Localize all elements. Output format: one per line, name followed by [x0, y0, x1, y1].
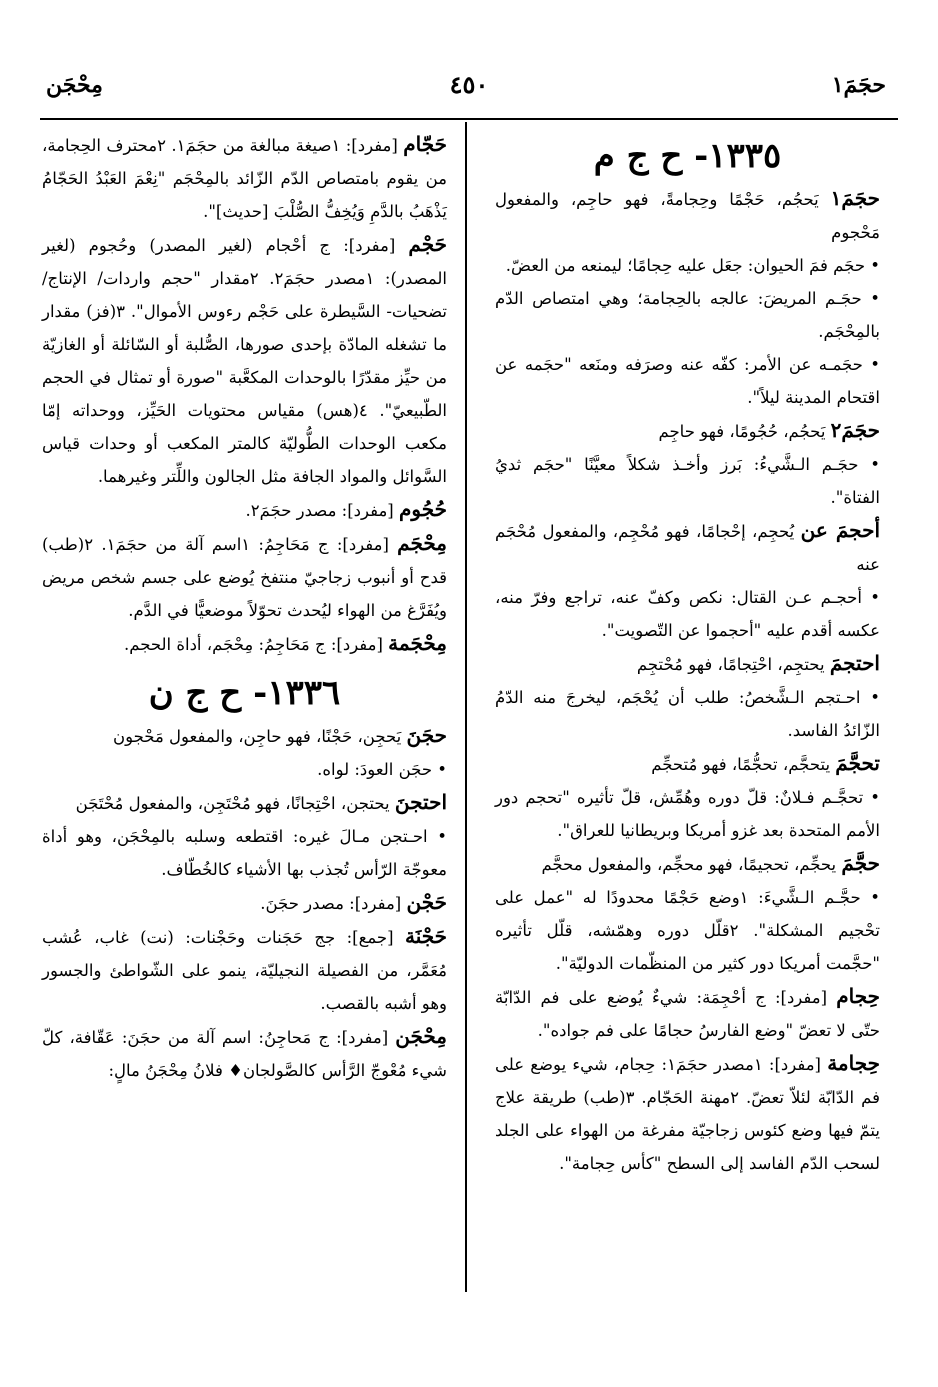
entry-headword: حُجُوم [399, 497, 447, 521]
root-heading-2: ١٣٣٦- ح ج ن [148, 673, 341, 713]
right-entries [495, 182, 880, 1180]
dictionary-entry [495, 980, 880, 1047]
dictionary-entry [495, 647, 880, 681]
dictionary-entry [495, 1047, 880, 1180]
left-entries-top [42, 128, 447, 661]
entry-headword: مِحْجَن [395, 1024, 447, 1048]
dictionary-entry [42, 1020, 447, 1087]
left-column [42, 128, 447, 1087]
entry-sense: • حجَّـم الـشَّيءَ: ١وضع حَجْمًا محدودًا له "عمل على تحْجيم المشكلة". ٢قلّل دوره وهمّشه، قلّل تأثيره "حجَّمت أمريكا دور كثير من المنظّمات الدوليّة". [495, 888, 880, 973]
entry-sense: • حجَمـه عن الأمر: كفّه عنه وصرَفه ومنَعه "حجَمه عن اقتحام المدينة ليلاً". [495, 355, 880, 407]
entry-definition: يَحجِن، حَجْنًا، فهو حاجِن، والمفعول مَحْجون [113, 727, 407, 746]
dictionary-entry [495, 414, 880, 448]
dictionary-entry [42, 128, 447, 228]
header-rule [40, 118, 898, 120]
column-divider [465, 122, 467, 1292]
right-column [495, 128, 880, 1180]
root-heading: ١٣٣٥- ح ج م [593, 136, 782, 176]
entry-definition: [مفرد]: ١صيغة مبالغة من حجَمَ۱. ٢محترف الحِجامة، من يقوم بامتصاص الدّم الزّائد بالمِحْجَم "نِعْمَ العَبْدُ الحَجّامُ يَذْهَبُ بالدَّمِ وَيُخِفُّ الصُّلْبَ [حديث]". [42, 136, 447, 221]
entry-headword: أحجمَ عن [800, 518, 880, 542]
guide-word-right: حجَمَ۱ [831, 72, 886, 98]
entry-headword: تحجَّمَ [835, 751, 880, 775]
dictionary-entry [42, 886, 447, 920]
entry-definition: [مفرد]: ج مَحَاجِمُ: ١اسم آلة من حجَمَ۱. ٢(طب) قدح أو أنبوب زجاجيّ منتفخ يُوضع على جسم شخص مريض ويُفَرَّغ من الهواء ليُحدث تحوّلاً موضعيًّا في الدَّم. [42, 535, 447, 620]
entry-headword: حَجْن [406, 890, 447, 914]
entry-headword: حَجّام [403, 132, 447, 156]
entry-definition: يحجِّم، تحجيمًا، فهو محجِّم، والمفعول محجَّم [541, 855, 842, 874]
entry-sense: • حجَم فمَ الحيوان: جعَل عليه حِجامًا؛ ليمنعه من العضّ. [505, 256, 880, 275]
entry-sense: • احـتجم الـشَّخصُ: طلب أن يُحْجَم، ليخرجَ منه الدّمُ الزّائدُ الفاسد. [495, 688, 880, 740]
entry-definition: [مفرد]: مصدر حجَنَ. [260, 894, 407, 913]
guide-word-left: مِحْجَن [46, 72, 103, 98]
entry-definition: يَحجُم، حَجْمًا وحِجامةً، فهو حاجِم، والمفعول مَحْجوم [495, 190, 880, 242]
entry-headword: مِحْجَم [397, 531, 447, 555]
dictionary-entry [42, 228, 447, 493]
entry-definition: يتحجَّم، تحجُّمًا، فهو مُتحجِّم [651, 755, 836, 774]
entry-definition: يُحجِم، إحْجامًا، فهو مُحْجِم، والمفعول مُحْجَم عنه [495, 522, 880, 574]
dictionary-entry [42, 786, 447, 820]
entry-definition: [مفرد]: ج أحْجام (لغير المصدر) وحُجوم (لغير المصدر): ١مصدر حجَمَ۲. ٢مقدار "حجم واردات/ الإنتاج/ تضحيات- السَّيطرة على حَجْم رءوس الأموال". ٣(فز) مقدار ما تشغله المادّة بإحدى صورها، الصُّلبة أو السّائلة أو الغازيّة من حيِّز مقدّرًا بالوحدات المكعَّبة "صورة أو تمثال في الحجم الطّبيعيّ". ٤(هس) مقياس محتويات الحَيِّز، ووحداته إمّا مكعب الوحدات الطُّوليّة كالمتر المكعب أو وحدات قياس السَّوائل والمواد الجافة مثل الجالون واللِّتر وغيرهما. [42, 236, 447, 486]
page-number: ٤٥٠ [449, 70, 489, 99]
entry-sense: • حجَن العودَ: لواه. [317, 760, 447, 779]
entry-headword: حجَنَ [406, 723, 447, 747]
entry-headword: احتجنَ [394, 790, 447, 814]
entry-sense: • تحجَّـم فـلانٌ: قلّ دوره وهُمِّش، قلّ تأثيره "تحجم دور الأمم المتحدة بعد غزو أمريكا وبريطانيا للعراق". [495, 788, 880, 840]
left-entries-bottom [42, 719, 447, 1087]
dictionary-entry [495, 747, 880, 781]
entry-sense: • حجَـم المريضَ: عالجه بالحِجامة؛ وهي امتصاص الدّم بالمِحْجَم. [495, 289, 880, 341]
entry-headword: احتجمَ [829, 651, 880, 675]
entry-definition: يحتجن، احْتِجانًا، فهو مُحْتَجِن، والمفعول مُحْتَجَن [75, 794, 395, 813]
entry-sense: • أحجـم عـن القتال: نكص وكفّ عنه، تراجع وفرّ منه، عكسه أقدم عليه "أحجموا عن التّصويت". [495, 588, 880, 640]
page-header [40, 70, 898, 110]
entry-definition: [جمع]: جج حَجَنات وحَجْنات: (نت) غاب، عُشب مُعَمَّر، من الفصيلة النجيليّة، ينمو على الشّواطئ والجسور وهو أشبه بالقصب. [42, 928, 447, 1013]
dictionary-entry [42, 493, 447, 527]
entry-definition: يَحجُم، حُجُومًا، فهو حاجِم [658, 422, 831, 441]
entry-headword: حجَمَ۱ [830, 186, 880, 210]
dictionary-entry [42, 527, 447, 627]
dictionary-entry [42, 719, 447, 753]
entry-headword: حَجْنَة [404, 924, 447, 948]
dictionary-entry [495, 847, 880, 881]
entry-sense: • احـتجن مـالَ غيره: اقتطعه وسلبه بالمِحْجَن، وهو أداة معوجّة الرّأس تُجذب بها الأشياء كالخُطّاف. [42, 827, 447, 879]
dictionary-entry [495, 182, 880, 249]
entry-definition: [مفرد]: ج مَحاجِنُ: اسم آلة من حجَنَ: عَقّافة، كلّ شيء مُعْوجّ الرَّأس كالصَّولجان♦ فلانُ مِحْجَنُ مالٍ: [42, 1028, 447, 1080]
entry-headword: حَجْم [408, 232, 447, 256]
dictionary-entry [495, 514, 880, 581]
entry-headword: مِحْجَمة [388, 631, 447, 655]
entry-definition: [مفرد]: ١مصدر حجَمَ۱: حِجام، شيء يوضع على فم الدّابّة لئلاّ تعضّ. ٢مهنة الحَجّام. ٣(طب) طريقة علاج يتمّ فيها وضع كئوس زجاجيّة مفرغة من الهواء على الجلد لسحب الدّم الفاسد إلى السطح "كأس حِجامة". [495, 1055, 880, 1173]
dictionary-entry [42, 627, 447, 661]
entry-definition: [مفرد]: ج مَحَاجِمُ: مِحْجَم، أداة الحجم. [123, 635, 389, 654]
entry-sense: • حجَـم الـشَّيءُ: بَرز وأخـذ شكلاً معيَّنًا "حجَم ثديُ الفتاة". [495, 455, 880, 507]
dictionary-entry [42, 920, 447, 1020]
entry-headword: حجَّمَ [841, 851, 880, 875]
entry-headword: حجَمَ۲ [830, 418, 880, 442]
entry-headword: حِجام [836, 984, 880, 1008]
entry-definition: [مفرد]: مصدر حجَمَ۲. [245, 501, 399, 520]
entry-definition: [مفرد]: ج أحْجِمَة: شيءٌ يُوضع على فم الدّابّة حتّى لا تعضّ "وضع الفارسُ حجامًا على فم جواده". [495, 988, 880, 1040]
entry-headword: حِجامة [827, 1051, 881, 1075]
entry-definition: يحتجِم، احْتِجامًا، فهو مُحْتجِم [636, 655, 830, 674]
